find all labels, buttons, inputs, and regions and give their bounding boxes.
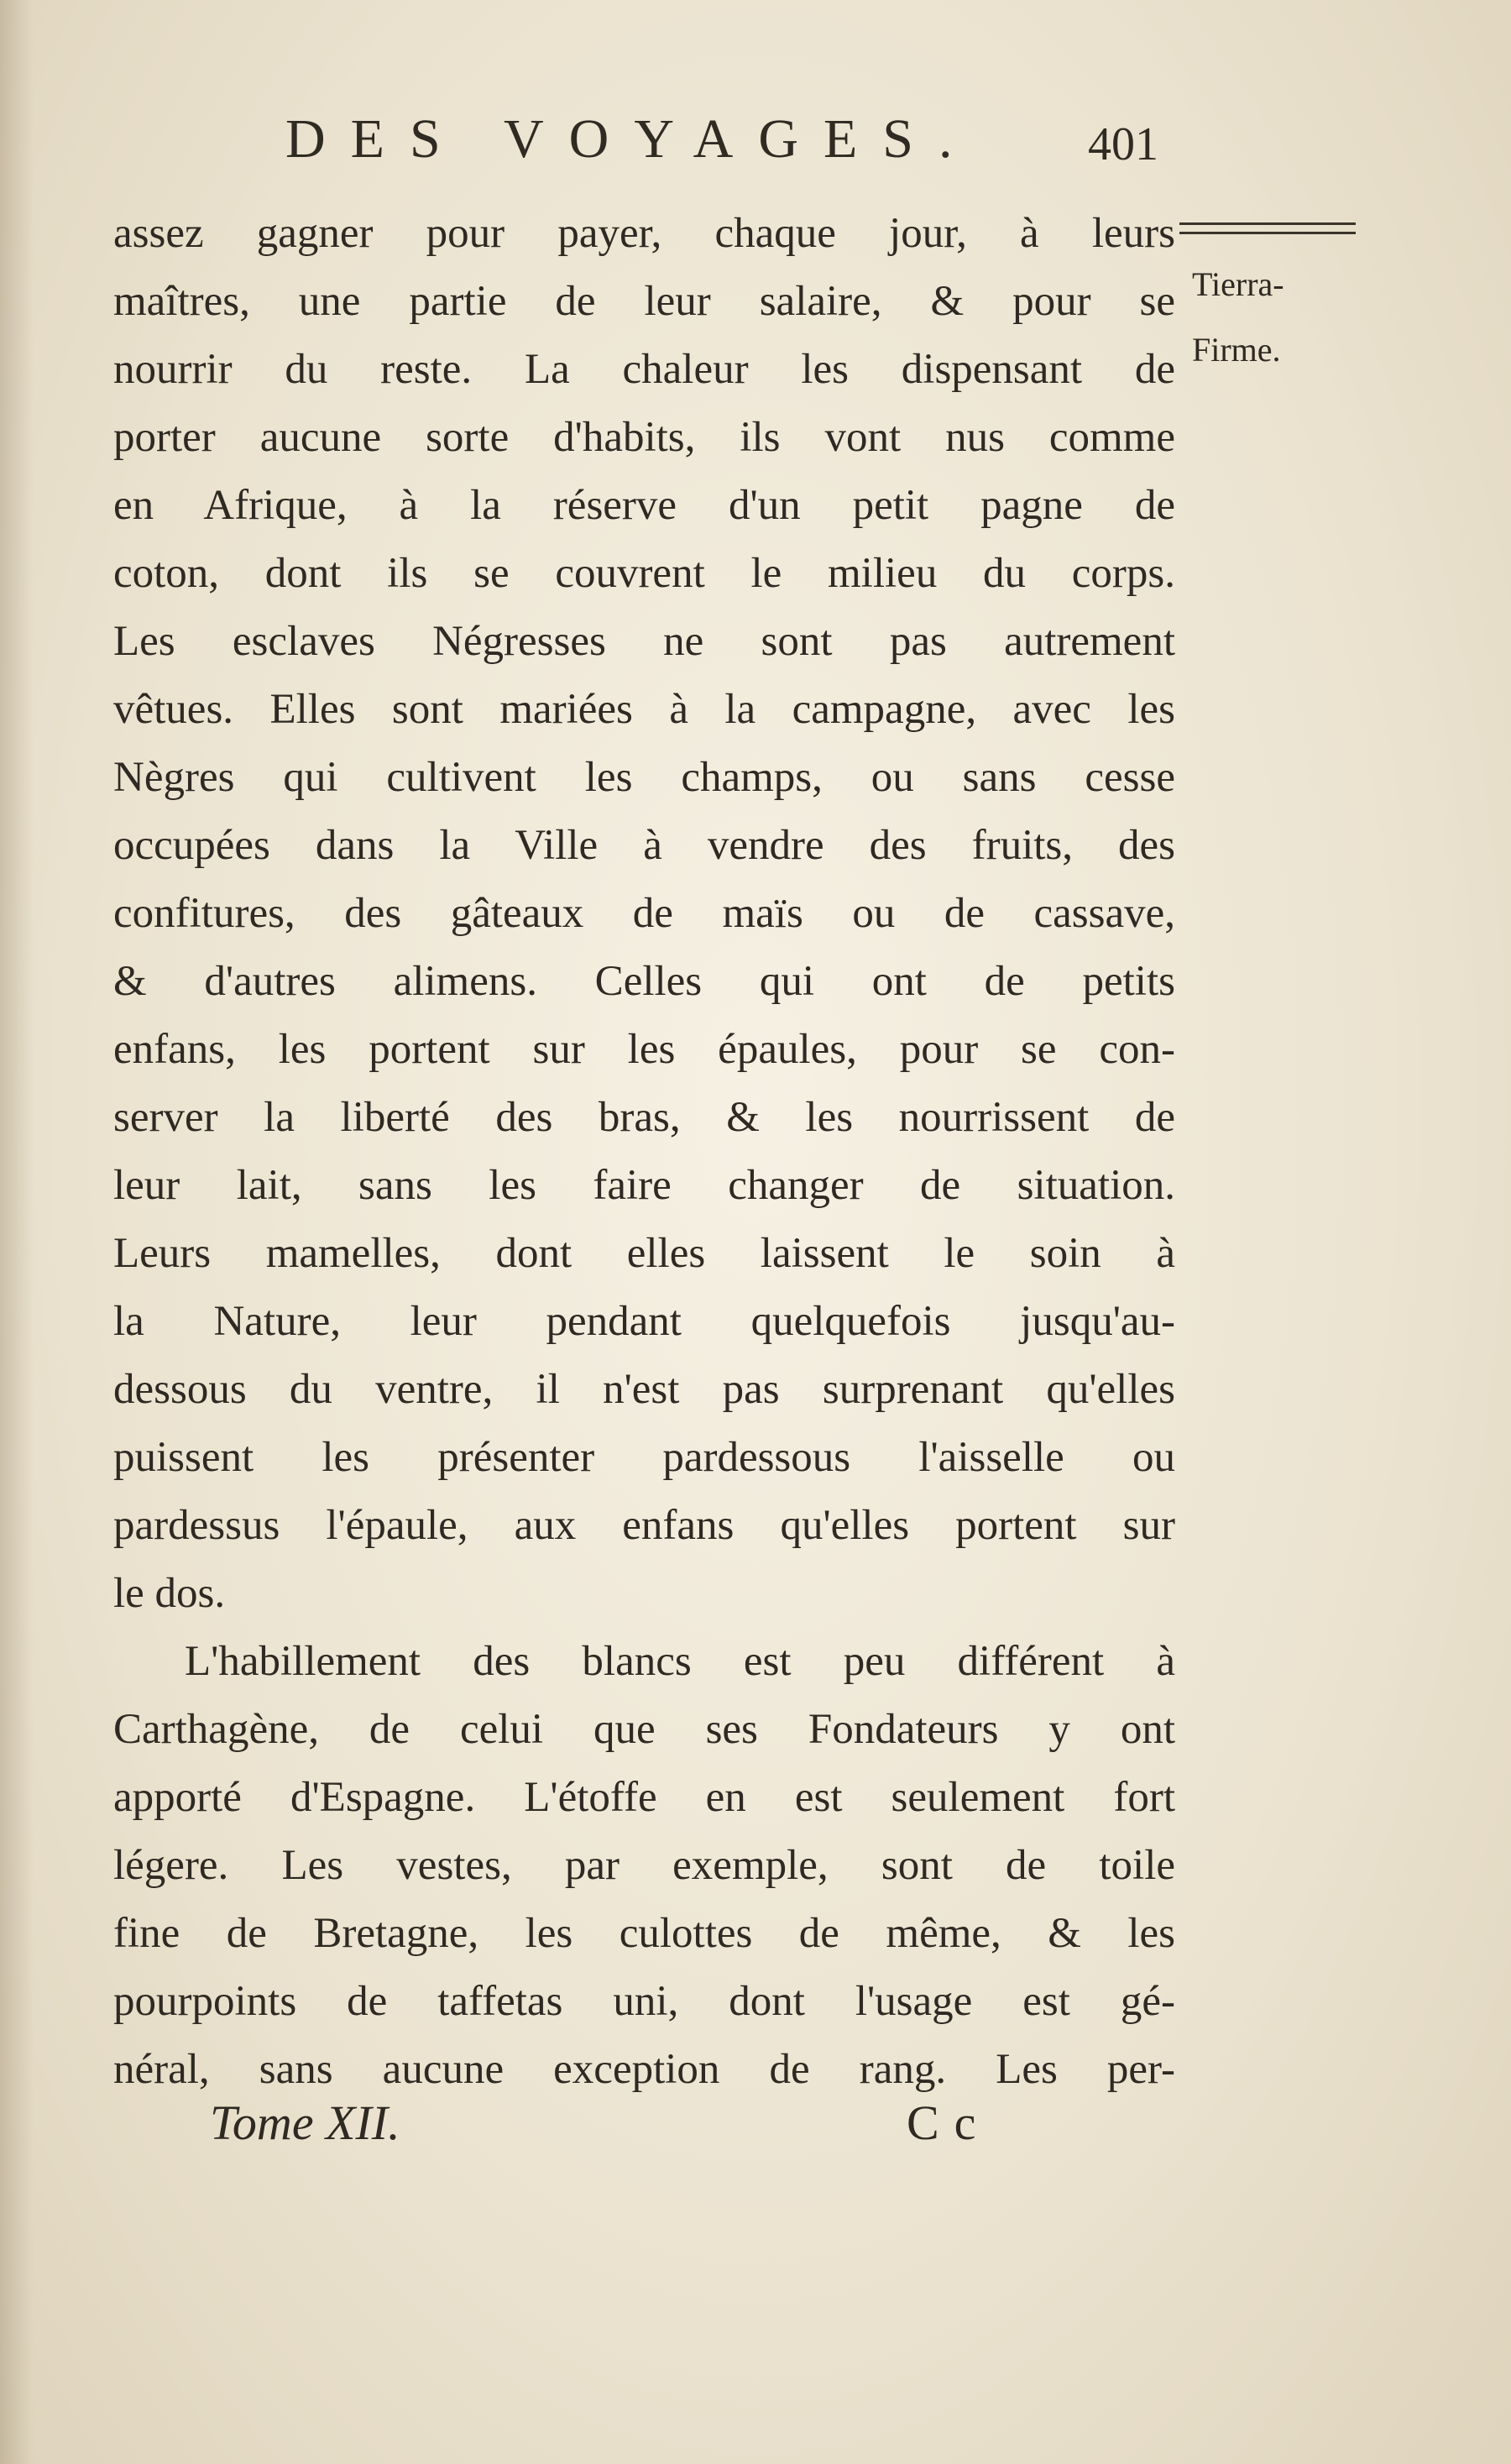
text-line: coton, dont ils se couvrent le milieu du corps. — [113, 550, 1175, 597]
text-line: pourpoints de taffetas uni, dont l'usage est gé- — [113, 1978, 1175, 2025]
text-line: le dos. — [113, 1570, 226, 1617]
text-line: vêtues. Elles sont mariées à la campagne, avec les — [113, 686, 1175, 733]
text-line: maîtres, une partie de leur salaire, & pour se — [113, 278, 1175, 325]
text-line: fine de Bretagne, les culottes de même, & les — [113, 1910, 1175, 1957]
page-number: 401 — [1088, 118, 1158, 170]
text-line: néral, sans aucune exception de rang. Les per- — [113, 2046, 1175, 2093]
text-line: légere. Les vestes, par exemple, sont de toile — [113, 1842, 1175, 1889]
text-line: L'habillement des blancs est peu différent à — [185, 1638, 1175, 1685]
margin-note-line: Firme. — [1192, 331, 1281, 369]
text-line: assez gagner pour payer, chaque jour, à leurs — [113, 210, 1175, 257]
page-header — [285, 107, 1192, 183]
margin-rule — [1179, 222, 1356, 234]
page-footer — [210, 2095, 1049, 2162]
running-head: DES VOYAGES. — [285, 108, 978, 170]
text-line: Nègres qui cultivent les champs, ou sans cesse — [113, 754, 1175, 801]
text-line: Leurs mamelles, dont elles laissent le soin à — [113, 1230, 1175, 1277]
margin-note-line: Tierra- — [1192, 265, 1284, 303]
text-line: porter aucune sorte d'habits, ils vont nus comme — [113, 414, 1175, 461]
body-text — [113, 200, 1175, 2104]
text-line: Les esclaves Négresses ne sont pas autrement — [113, 618, 1175, 665]
text-line: pardessus l'épaule, aux enfans qu'elles portent sur — [113, 1502, 1175, 1549]
signature-mark: Cc — [907, 2095, 991, 2150]
margin-note — [1192, 252, 1377, 383]
text-line: la Nature, leur pendant quelquefois jusqu'au- — [113, 1298, 1175, 1345]
text-line: puissent les présenter pardessous l'aisselle ou — [113, 1434, 1175, 1481]
text-line: dessous du ventre, il n'est pas surprenant qu'elles — [113, 1366, 1175, 1413]
text-line: occupées dans la Ville à vendre des fruits, des — [113, 822, 1175, 869]
text-line: confitures, des gâteaux de maïs ou de cassave, — [113, 890, 1175, 937]
text-line: en Afrique, à la réserve d'un petit pagne de — [113, 482, 1175, 529]
page-edge-shadow — [0, 0, 34, 2464]
text-line: & d'autres alimens. Celles qui ont de petits — [113, 958, 1175, 1005]
volume-label: Tome XII. — [210, 2095, 400, 2150]
text-line: enfans, les portent sur les épaules, pour se con- — [113, 1026, 1175, 1073]
text-line: server la liberté des bras, & les nourrissent de — [113, 1094, 1175, 1141]
text-line: leur lait, sans les faire changer de situation. — [113, 1162, 1175, 1209]
text-line: Carthagène, de celui que ses Fondateurs y ont — [113, 1706, 1175, 1753]
text-line: nourrir du reste. La chaleur les dispensant de — [113, 346, 1175, 393]
text-line: apporté d'Espagne. L'étoffe en est seulement fort — [113, 1774, 1175, 1821]
